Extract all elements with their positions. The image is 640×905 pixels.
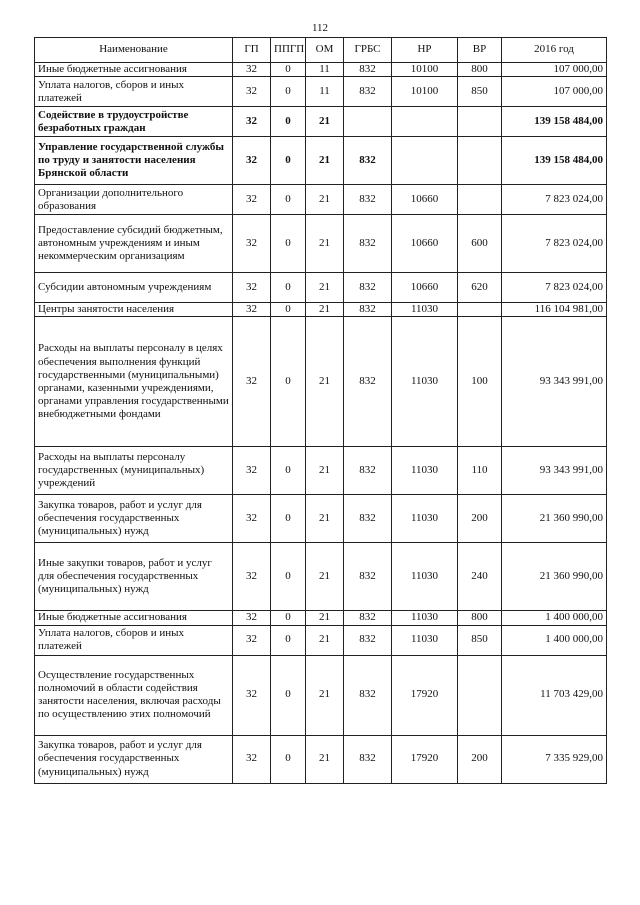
row-vr: 800 [458,611,502,625]
row-om: 21 [306,655,344,735]
row-amount: 1 400 000,00 [502,625,607,655]
header-vr: ВР [458,38,502,63]
row-ppgp: 0 [271,63,306,77]
table-row [35,655,607,735]
row-name: Иные закупки товаров, работ и услуг для обеспечения государственных (муниципальных) нужд [35,543,233,611]
row-vr: 240 [458,543,502,611]
row-ppgp: 0 [271,495,306,543]
row-grbs: 832 [344,735,392,783]
row-om: 11 [306,63,344,77]
row-om: 11 [306,77,344,107]
table-row [35,447,607,495]
row-name: Иные бюджетные ассигнования [35,611,233,625]
row-name: Закупка товаров, работ и услуг для обеспечения государственных (муниципальных) нужд [35,735,233,783]
row-amount: 139 158 484,00 [502,107,607,137]
row-gp: 32 [233,735,271,783]
row-ppgp: 0 [271,543,306,611]
row-gp: 32 [233,655,271,735]
row-amount: 21 360 990,00 [502,495,607,543]
row-gp: 32 [233,107,271,137]
row-grbs: 832 [344,317,392,447]
row-vr: 800 [458,63,502,77]
row-nr [392,137,458,185]
row-vr: 620 [458,273,502,303]
row-amount: 7 335 929,00 [502,735,607,783]
row-grbs: 832 [344,611,392,625]
row-nr: 10660 [392,273,458,303]
row-ppgp: 0 [271,107,306,137]
row-ppgp: 0 [271,215,306,273]
row-grbs: 832 [344,273,392,303]
row-gp: 32 [233,303,271,317]
row-name: Уплата налогов, сборов и иных платежей [35,77,233,107]
row-amount: 116 104 981,00 [502,303,607,317]
row-gp: 32 [233,317,271,447]
row-amount: 93 343 991,00 [502,447,607,495]
row-gp: 32 [233,625,271,655]
budget-table [34,37,607,784]
header-year: 2016 год [502,38,607,63]
row-grbs: 832 [344,543,392,611]
row-nr: 11030 [392,611,458,625]
row-grbs: 832 [344,185,392,215]
row-grbs: 832 [344,655,392,735]
table-row [35,63,607,77]
row-name: Управление государственной службы по труду и занятости населения Брянской области [35,137,233,185]
row-amount: 107 000,00 [502,63,607,77]
row-gp: 32 [233,447,271,495]
row-gp: 32 [233,77,271,107]
row-om: 21 [306,735,344,783]
row-vr: 200 [458,735,502,783]
row-name: Уплата налогов, сборов и иных платежей [35,625,233,655]
row-nr: 10660 [392,185,458,215]
table-row [35,273,607,303]
row-ppgp: 0 [271,77,306,107]
row-nr: 11030 [392,495,458,543]
row-grbs: 832 [344,215,392,273]
row-ppgp: 0 [271,655,306,735]
row-ppgp: 0 [271,303,306,317]
row-gp: 32 [233,273,271,303]
row-nr: 11030 [392,447,458,495]
row-name: Расходы на выплаты персоналу в целях обеспечения выполнения функций государственными (муниципальными) органами, казенными учреждениями, органами управления государственными внебюджетными фондами [35,317,233,447]
row-ppgp: 0 [271,317,306,447]
row-om: 21 [306,317,344,447]
row-amount: 21 360 990,00 [502,543,607,611]
row-vr: 600 [458,215,502,273]
table-row [35,735,607,783]
row-nr: 11030 [392,303,458,317]
table-row [35,185,607,215]
row-gp: 32 [233,543,271,611]
row-om: 21 [306,447,344,495]
table-row [35,215,607,273]
row-om: 21 [306,185,344,215]
row-ppgp: 0 [271,611,306,625]
row-gp: 32 [233,495,271,543]
row-om: 21 [306,495,344,543]
table-row [35,543,607,611]
row-grbs: 832 [344,137,392,185]
row-om: 21 [306,611,344,625]
header-nr: НР [392,38,458,63]
row-nr: 10660 [392,215,458,273]
row-vr: 850 [458,625,502,655]
row-amount: 7 823 024,00 [502,185,607,215]
row-vr [458,655,502,735]
row-name: Расходы на выплаты персоналу государственных (муниципальных) учреждений [35,447,233,495]
row-ppgp: 0 [271,185,306,215]
row-amount: 11 703 429,00 [502,655,607,735]
row-ppgp: 0 [271,447,306,495]
row-gp: 32 [233,137,271,185]
table-row [35,137,607,185]
row-name: Осуществление государственных полномочий в области содействия занятости населения, включая расходы по осуществлению этих полномочий [35,655,233,735]
row-amount: 7 823 024,00 [502,215,607,273]
row-name: Организации дополнительного образования [35,185,233,215]
row-grbs: 832 [344,625,392,655]
row-amount: 1 400 000,00 [502,611,607,625]
row-om: 21 [306,273,344,303]
row-vr: 200 [458,495,502,543]
row-gp: 32 [233,63,271,77]
row-om: 21 [306,543,344,611]
row-grbs [344,107,392,137]
row-nr: 10100 [392,77,458,107]
row-gp: 32 [233,215,271,273]
row-ppgp: 0 [271,735,306,783]
row-name: Субсидии автономным учреждениям [35,273,233,303]
row-nr: 10100 [392,63,458,77]
row-nr: 17920 [392,655,458,735]
row-amount: 139 158 484,00 [502,137,607,185]
row-vr: 110 [458,447,502,495]
row-om: 21 [306,215,344,273]
table-row [35,495,607,543]
row-vr [458,107,502,137]
row-amount: 107 000,00 [502,77,607,107]
table-row [35,317,607,447]
row-nr: 11030 [392,543,458,611]
row-name: Содействие в трудоустройстве безработных граждан [35,107,233,137]
row-om: 21 [306,625,344,655]
row-om: 21 [306,137,344,185]
table-row [35,625,607,655]
row-nr: 11030 [392,625,458,655]
row-vr [458,185,502,215]
row-name: Центры занятости населения [35,303,233,317]
row-grbs: 832 [344,77,392,107]
row-grbs: 832 [344,495,392,543]
row-ppgp: 0 [271,137,306,185]
header-name: Наименование [35,38,233,63]
row-name: Закупка товаров, работ и услуг для обеспечения государственных (муниципальных) нужд [35,495,233,543]
table-row [35,77,607,107]
header-grbs: ГРБС [344,38,392,63]
row-name: Предоставление субсидий бюджетным, автономным учреждениям и иным некоммерческим организациям [35,215,233,273]
row-vr [458,137,502,185]
row-om: 21 [306,303,344,317]
row-grbs: 832 [344,447,392,495]
row-ppgp: 0 [271,625,306,655]
row-om: 21 [306,107,344,137]
row-amount: 7 823 024,00 [502,273,607,303]
row-nr: 11030 [392,317,458,447]
row-vr [458,303,502,317]
table-row [35,107,607,137]
row-name: Иные бюджетные ассигнования [35,63,233,77]
row-gp: 32 [233,611,271,625]
header-ppgp: ППГП [271,38,306,63]
header-om: ОМ [306,38,344,63]
row-gp: 32 [233,185,271,215]
row-nr [392,107,458,137]
table-row [35,303,607,317]
header-gp: ГП [233,38,271,63]
row-grbs: 832 [344,303,392,317]
row-nr: 17920 [392,735,458,783]
table-row [35,611,607,625]
row-vr: 100 [458,317,502,447]
row-vr: 850 [458,77,502,107]
row-grbs: 832 [344,63,392,77]
page-number: 112 [311,22,329,34]
row-amount: 93 343 991,00 [502,317,607,447]
table-header-row [35,38,607,63]
row-ppgp: 0 [271,273,306,303]
